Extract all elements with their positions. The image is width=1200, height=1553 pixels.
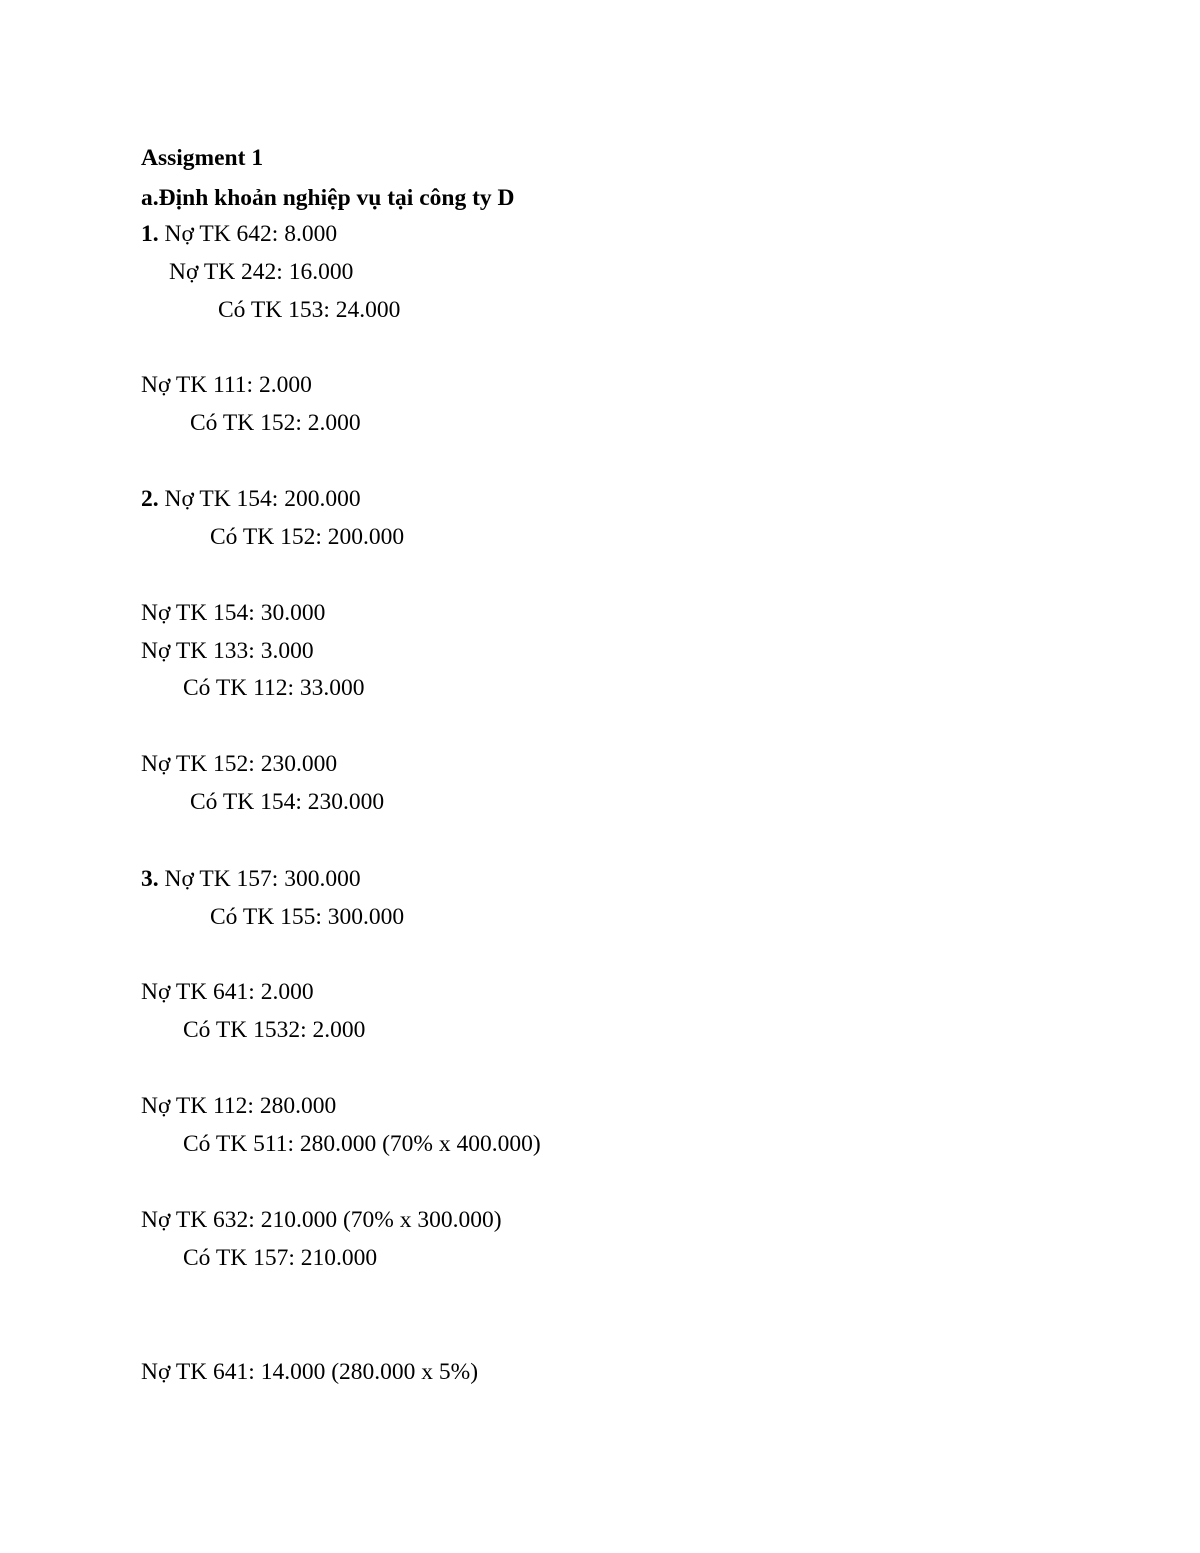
entry-2b-line-3: Có TK 112: 33.000 (183, 675, 365, 701)
entry-1-line-2: Nợ TK 242: 16.000 (169, 259, 354, 285)
entry-text: Nợ TK 642: 8.000 (158, 221, 338, 247)
entry-text: Nợ TK 157: 300.000 (158, 866, 361, 892)
entry-3c-line-2: Có TK 511: 280.000 (70% x 400.000) (183, 1131, 541, 1157)
entry-2b-line-1: Nợ TK 154: 30.000 (141, 600, 326, 626)
entry-number: 2. (141, 486, 159, 512)
entry-2c-line-1: Nợ TK 152: 230.000 (141, 751, 338, 777)
entry-2b-line-2: Nợ TK 133: 3.000 (141, 638, 314, 664)
entry-2c-line-2: Có TK 154: 230.000 (190, 789, 385, 815)
entry-1b-line-2: Có TK 152: 2.000 (190, 410, 361, 436)
entry-3d-line-2: Có TK 157: 210.000 (183, 1245, 378, 1271)
section-heading: a.Định khoản nghiệp vụ tại công ty D (141, 185, 515, 211)
entry-3e-line-1: Nợ TK 641: 14.000 (280.000 x 5%) (141, 1359, 479, 1385)
entry-text: Nợ TK 154: 200.000 (158, 486, 361, 512)
entry-2-line-1 (141, 485, 361, 513)
entry-3c-line-1: Nợ TK 112: 280.000 (141, 1093, 337, 1119)
entry-1b-line-1: Nợ TK 111: 2.000 (141, 372, 312, 398)
entry-3-line-1 (141, 865, 361, 893)
entry-number: 1. (141, 221, 159, 247)
entry-3-line-2: Có TK 155: 300.000 (210, 904, 405, 930)
entry-2-line-2: Có TK 152: 200.000 (210, 524, 405, 550)
entry-1-line-1 (141, 220, 337, 248)
entry-3d-line-1: Nợ TK 632: 210.000 (70% x 300.000) (141, 1207, 502, 1233)
entry-3b-line-1: Nợ TK 641: 2.000 (141, 979, 314, 1005)
entry-number: 3. (141, 866, 159, 892)
entry-1-line-3: Có TK 153: 24.000 (218, 297, 401, 323)
document-title: Assigment 1 (141, 145, 264, 171)
entry-3b-line-2: Có TK 1532: 2.000 (183, 1017, 366, 1043)
